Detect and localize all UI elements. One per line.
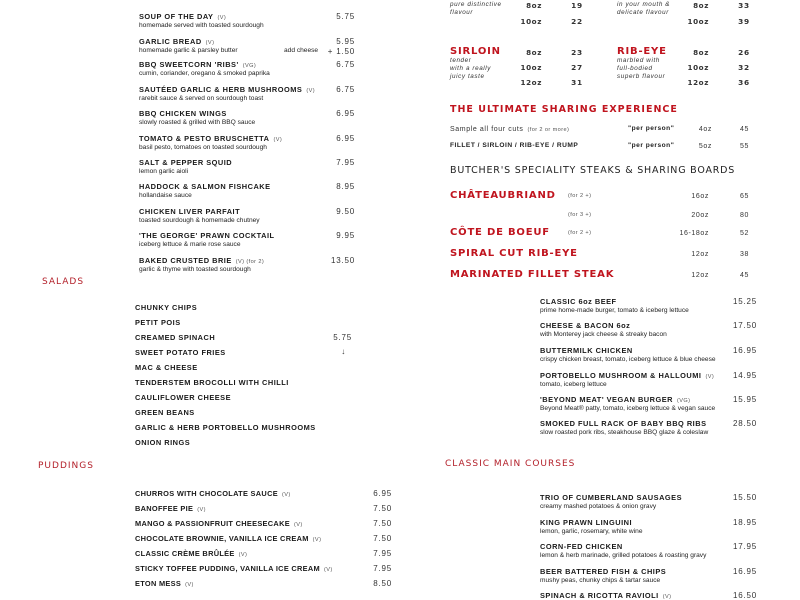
burger-name-text: 'BEYOND MEAT' VEGAN BURGER xyxy=(540,395,673,404)
speciality-steak-name: SPIRAL CUT RIB-EYE xyxy=(450,248,578,259)
side-item: MAC & CHEESE xyxy=(135,363,198,372)
steak-weight: 8oz xyxy=(526,1,542,10)
burger-desc: with Monterey jack cheese & streaky bacon xyxy=(540,331,667,338)
pudding-name-tag: (V) xyxy=(293,522,303,528)
speciality-steak-tag: (for 2 +) xyxy=(568,230,592,236)
speciality-steak-tag: (for 2 +) xyxy=(568,193,592,199)
steak-name: SIRLOIN xyxy=(450,46,501,57)
burger-price: 17.50 xyxy=(732,321,757,330)
section-title-salads: SALADS xyxy=(42,277,85,287)
speciality-steak-name: CÔTE DE BOEUF xyxy=(450,227,550,238)
pudding-name-text: CLASSIC CRÈME BRÛLÉE xyxy=(135,549,235,558)
speciality-steak-weight: 16-18oz xyxy=(679,230,709,237)
pudding-name-text: STICKY TOFFEE PUDDING, VANILLA ICE CREAM xyxy=(135,564,321,573)
burger-desc: prime home-made burger, tomato & iceberg lettuce xyxy=(540,307,689,314)
speciality-steak-weight: 12oz xyxy=(691,272,709,279)
main-course-price: 17.95 xyxy=(732,542,757,551)
steak-weight: 8oz xyxy=(526,48,542,57)
sharing-weight: 5oz xyxy=(698,143,712,150)
main-course-name-tag: (V) xyxy=(662,594,672,600)
steak-price: 19 xyxy=(571,1,583,10)
main-course-name: CORN-FED CHICKEN xyxy=(540,542,623,551)
burger-name: CHEESE & BACON 6oz xyxy=(540,321,631,330)
per-person-label: "per person" xyxy=(628,125,675,132)
starter-desc: cumin, coriander, oregano & smoked paprika xyxy=(139,70,270,77)
burger-name xyxy=(540,396,690,405)
steak-price: 31 xyxy=(571,78,583,87)
steak-weight: 12oz xyxy=(687,78,709,87)
starter-name xyxy=(139,257,264,266)
starter-desc: rarebit sauce & served on sourdough toast xyxy=(139,95,264,102)
pudding-name-tag: (V) xyxy=(324,567,333,573)
starter-name-text: SAUTÉED GARLIC & HERB MUSHROOMS xyxy=(139,85,303,94)
steak-desc: pure distinctive xyxy=(450,1,502,8)
steak-weight: 10oz xyxy=(520,63,542,72)
starter-price: 6.95 xyxy=(336,109,355,118)
pudding-name-tag: (V) xyxy=(185,582,194,588)
starter-name-text: TOMATO & PESTO BRUSCHETTA xyxy=(139,134,270,143)
starter-name-text: GARLIC BREAD xyxy=(139,37,202,46)
burger-name-tag: (VG) xyxy=(677,398,691,404)
speciality-steak-price: 80 xyxy=(740,212,749,219)
starter-price: 6.75 xyxy=(336,85,355,94)
section-title-sharing: THE ULTIMATE SHARING EXPERIENCE xyxy=(450,104,678,115)
starter-name-text: BBQ SWEETCORN 'RIBS' xyxy=(139,60,239,69)
steak-desc: flavour xyxy=(450,9,474,16)
burger-name: BUTTERMILK CHICKEN xyxy=(540,346,633,355)
pudding-price: 7.50 xyxy=(373,534,392,543)
speciality-steak-weight: 12oz xyxy=(691,251,709,258)
main-course-price: 18.95 xyxy=(732,517,757,527)
main-course-name-text: SPINACH & RICOTTA RAVIOLI xyxy=(540,591,659,600)
starter-desc: basil pesto, tomatoes on toasted sourdough xyxy=(139,144,267,151)
main-course-name: BEER BATTERED FISH & CHIPS xyxy=(540,566,667,576)
starter-name-tag: (V) xyxy=(205,40,215,46)
steak-desc: tender xyxy=(450,57,472,64)
per-person-label: "per person" xyxy=(628,142,675,149)
side-item: ONION RINGS xyxy=(135,438,191,447)
steak-weight: 12oz xyxy=(520,78,542,87)
steak-desc: marbled with xyxy=(617,57,660,64)
speciality-steak-name: MARINATED FILLET STEAK xyxy=(450,269,615,280)
section-title-mains: CLASSIC MAIN COURSES xyxy=(445,459,576,469)
steak-weight: 10oz xyxy=(687,63,709,72)
burger-desc: slow roasted pork ribs, steakhouse BBQ glaze & coleslaw xyxy=(540,429,709,436)
main-course-price: 16.50 xyxy=(732,591,757,600)
burger-price: 14.95 xyxy=(732,371,757,380)
burger-price: 28.50 xyxy=(732,419,757,428)
starter-price: 5.75 xyxy=(336,12,355,21)
pudding-name-text: MANGO & PASSIONFRUIT CHEESECAKE xyxy=(135,519,290,528)
main-course-desc: creamy mashed potatoes & onion gravy xyxy=(540,503,657,510)
starter-name: 'THE GEORGE' PRAWN COCKTAIL xyxy=(139,231,275,240)
pudding-name-tag: (V) xyxy=(238,552,248,558)
steak-price: 33 xyxy=(738,1,750,10)
speciality-steak-weight: 16oz xyxy=(691,193,709,200)
starter-name xyxy=(139,135,282,144)
starter-name xyxy=(139,61,256,70)
sharing-label xyxy=(450,126,569,134)
pudding-price: 7.50 xyxy=(373,519,392,528)
starter-desc: toasted sourdough & homemade chutney xyxy=(139,217,260,224)
starter-price: 6.75 xyxy=(336,60,355,69)
pudding-name xyxy=(135,580,194,589)
starter-name-tag: (V) (for 2) xyxy=(235,259,265,265)
steak-price: 39 xyxy=(738,17,750,26)
steak-name: RIB-EYE xyxy=(617,46,667,57)
side-item: PETIT POIS xyxy=(135,318,181,327)
burger-name xyxy=(540,372,714,381)
steak-desc: juicy taste xyxy=(450,73,485,80)
add-cheese-label: add cheese xyxy=(284,47,319,54)
starter-name-tag: (V) xyxy=(306,88,315,94)
main-course-desc: mushy peas, chunky chips & tartar sauce xyxy=(540,576,661,584)
sharing-label-tag: (for 2 or more) xyxy=(527,127,570,133)
starter-price: 9.50 xyxy=(336,207,355,216)
steak-price: 26 xyxy=(738,48,750,57)
steak-desc: full-bodied xyxy=(617,65,653,72)
starter-price: 6.95 xyxy=(336,134,355,143)
side-item: CHUNKY CHIPS xyxy=(135,303,198,312)
pudding-name-text: CHOCOLATE BROWNIE, VANILLA ICE CREAM xyxy=(135,534,309,543)
steak-weight: 8oz xyxy=(693,1,709,10)
starter-desc: homemade served with toasted sourdough xyxy=(139,22,264,29)
sharing-label: FILLET / SIRLOIN / RIB-EYE / RUMP xyxy=(450,142,579,149)
steak-price: 27 xyxy=(571,63,583,72)
starter-price: 9.95 xyxy=(336,231,355,240)
speciality-steak-price: 52 xyxy=(740,230,749,237)
starter-price: 13.50 xyxy=(330,256,355,265)
steak-weight: 10oz xyxy=(687,17,709,26)
side-item: CAULIFLOWER CHEESE xyxy=(135,393,232,402)
pudding-name xyxy=(135,490,291,499)
steak-price: 36 xyxy=(738,78,750,87)
steak-price: 32 xyxy=(738,63,750,72)
main-course-name: TRIO OF CUMBERLAND SAUSAGES xyxy=(540,493,683,502)
starter-name xyxy=(139,38,214,47)
burger-name: CLASSIC 6oz BEEF xyxy=(540,297,617,306)
burger-price: 16.95 xyxy=(732,346,757,355)
starter-desc: homemade garlic & parsley butter xyxy=(139,47,238,54)
steak-weight: 10oz xyxy=(520,17,542,26)
starter-price: 5.95 xyxy=(336,37,355,46)
steak-desc: superb flavour xyxy=(617,73,666,80)
steak-weight: 8oz xyxy=(693,48,709,57)
starter-price: 8.95 xyxy=(336,182,355,191)
pudding-name-tag: (V) xyxy=(312,537,322,543)
burger-desc: crispy chicken breast, tomato, iceberg lettuce & blue cheese xyxy=(540,356,716,363)
pudding-price: 7.95 xyxy=(373,549,392,558)
pudding-name xyxy=(135,565,333,574)
pudding-name xyxy=(135,505,206,514)
burger-name: SMOKED FULL RACK OF BABY BBQ RIBS xyxy=(540,419,707,428)
section-title-puddings: PUDDINGS xyxy=(38,461,94,471)
arrow-down-icon: ↓ xyxy=(341,347,346,356)
starter-desc: iceberg lettuce & marie rose sauce xyxy=(139,241,241,248)
pudding-name xyxy=(135,550,247,559)
sharing-weight: 4oz xyxy=(698,126,712,133)
speciality-steak-tag: (for 3 +) xyxy=(568,212,592,218)
starter-name: BBQ CHICKEN WINGS xyxy=(139,109,227,118)
pudding-price: 8.50 xyxy=(373,579,392,588)
main-course-price: 16.95 xyxy=(732,566,757,576)
pudding-name-tag: (V) xyxy=(281,492,291,498)
side-item: SWEET POTATO FRIES xyxy=(135,348,226,357)
speciality-steak-name: CHÂTEAUBRIAND xyxy=(450,190,556,201)
starter-desc: hollandaise sauce xyxy=(139,192,192,199)
pudding-price: 7.50 xyxy=(373,504,392,513)
pudding-name-text: CHURROS WITH CHOCOLATE SAUCE xyxy=(135,489,278,498)
main-course-name: KING PRAWN LINGUINI xyxy=(540,517,633,527)
sides-price: 5.75 xyxy=(333,333,352,342)
add-cheese-price: + 1.50 xyxy=(327,47,355,56)
burger-price: 15.95 xyxy=(732,395,757,404)
speciality-steak-price: 38 xyxy=(740,251,749,258)
starter-name: SALT & PEPPER SQUID xyxy=(139,158,233,167)
burger-desc: tomato, iceberg lettuce xyxy=(540,381,607,388)
pudding-price: 7.95 xyxy=(373,564,392,573)
pudding-name xyxy=(135,535,321,544)
steak-desc: delicate flavour xyxy=(617,9,669,16)
pudding-price: 6.95 xyxy=(373,489,392,498)
sharing-price: 45 xyxy=(740,126,749,133)
starter-name-tag: (V) xyxy=(273,137,283,143)
pudding-name-text: BANOFFEE PIE xyxy=(135,504,194,513)
burger-price: 15.25 xyxy=(732,297,757,306)
steak-price: 22 xyxy=(571,17,583,26)
starter-desc: garlic & thyme with toasted sourdough xyxy=(139,266,251,273)
section-title-butchers: BUTCHER'S SPECIALITY STEAKS & SHARING BOARDS xyxy=(450,165,736,176)
pudding-name-text: ETON MESS xyxy=(135,579,182,588)
starter-name xyxy=(139,13,226,22)
sharing-label-text: Sample all four cuts xyxy=(450,126,524,133)
pudding-name xyxy=(135,520,303,529)
sharing-price: 55 xyxy=(740,143,749,150)
main-course-name xyxy=(540,592,671,600)
burger-name-tag: (V) xyxy=(705,374,715,380)
starter-desc: slowly roasted & grilled with BBQ sauce xyxy=(139,119,256,126)
burger-desc: Beyond Meat® patty, tomato, iceberg lettuce & vegan sauce xyxy=(540,405,716,412)
starter-name: CHICKEN LIVER PARFAIT xyxy=(139,207,241,216)
starter-price: 7.95 xyxy=(336,158,355,167)
main-course-desc: lemon & herb marinade, grilled potatoes & roasting gravy xyxy=(540,552,707,559)
steak-desc: with a really xyxy=(450,65,492,72)
side-item: GREEN BEANS xyxy=(135,408,195,417)
main-course-price: 15.50 xyxy=(732,493,757,502)
starter-name-text: SOUP OF THE DAY xyxy=(139,12,214,21)
main-course-desc: lemon, garlic, rosemary, white wine xyxy=(540,527,643,535)
speciality-steak-weight: 20oz xyxy=(691,212,709,219)
side-item: GARLIC & HERB PORTOBELLO MUSHROOMS xyxy=(135,423,316,432)
side-item: TENDERSTEM BROCOLLI WITH CHILLI xyxy=(135,378,289,387)
starter-name: HADDOCK & SALMON FISHCAKE xyxy=(139,182,271,191)
starter-name-text: BAKED CRUSTED BRIE xyxy=(139,256,232,265)
starter-name-tag: (V) xyxy=(217,15,227,21)
pudding-name-tag: (V) xyxy=(197,507,206,513)
starter-desc: lemon garlic aioli xyxy=(139,168,189,175)
starter-name xyxy=(139,86,315,95)
steak-desc: in your mouth & xyxy=(617,1,671,8)
side-item: CREAMED SPINACH xyxy=(135,333,216,342)
burger-name-text: PORTOBELLO MUSHROOM & HALLOUMI xyxy=(540,371,702,380)
starter-name-tag: (VG) xyxy=(242,63,257,69)
speciality-steak-price: 45 xyxy=(740,272,749,279)
speciality-steak-price: 65 xyxy=(740,193,749,200)
steak-price: 23 xyxy=(571,48,583,57)
